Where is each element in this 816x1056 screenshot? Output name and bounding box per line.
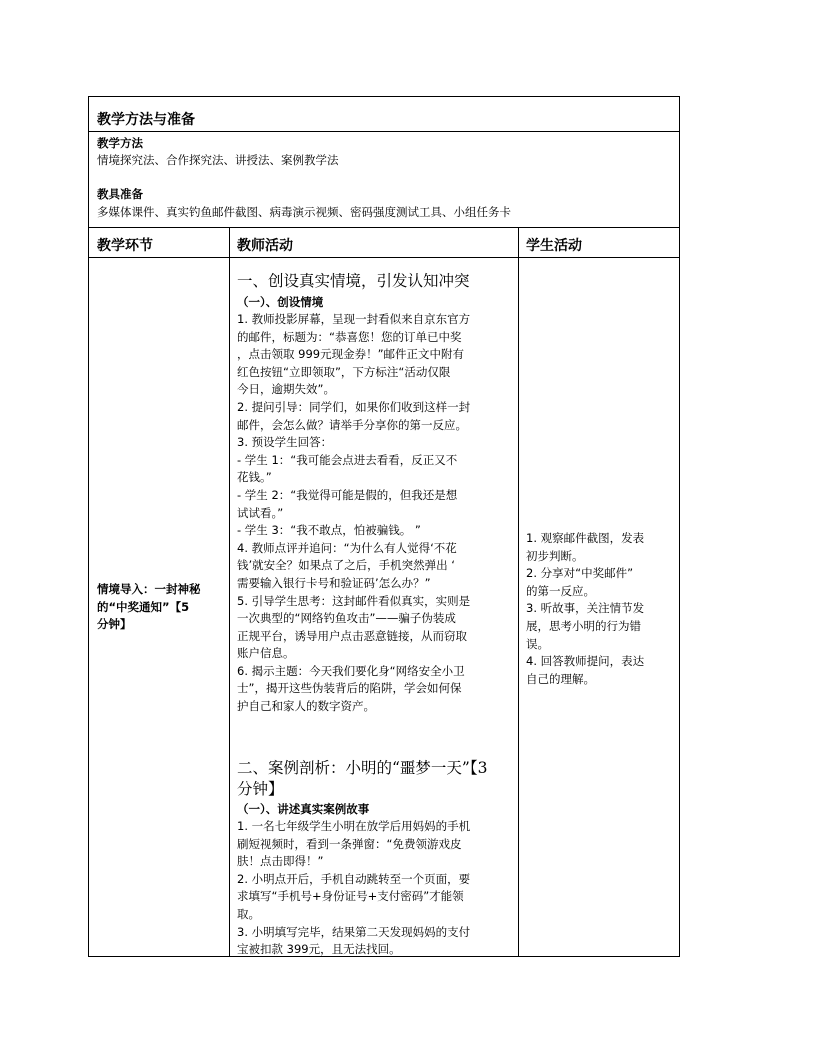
part1-body: 1. 教师投影屏幕，呈现一封看似来自京东官方 的邮件，标题为：“恭喜您！您的订单已中奖 ，点击领取 999元现金券！”邮件正文中附有 红色按钮“立即领取”，下方标注“活动仅限 今日，逾期失效”。 2. 提问引导：同学们，如果你们收到这样一封 邮件，会怎么做？请举手分享你的第一反应。 3. 预设学生回答： - 学生 1：“我可能会点进去看看，反正又不 花钱。” - 学生 2：“我觉得可能是假的，但我还是想 试试看。” - 学生 3：“我不敢点，怕被骗钱。 ” 4. 教师点评并追问：“为什么有人觉得‘不花 钱’就安全？如果点了之后，手机突然弹出 ‘ 需要输入银行卡号和验证码’怎么办？” 5. 引导学生思考：这封邮件看似真实，实则是 一次典型的“网络钓鱼攻击”——骗子伪装成 正规平台，诱导用户点击恶意链接，从而窃取 账户信息。 6. 揭示主题：今天我们要化身“网络安全小卫 士”，揭开这些伪装背后的陷阱，学会如何保 护自己和家人的数字资产。 [237, 312, 471, 714]
header-teacher: 教师活动 [237, 238, 293, 254]
prep-text: 多媒体课件、真实钓鱼邮件截图、病毒演示视频、密码强度测试工具、小组任务卡 [97, 205, 511, 219]
divider [89, 131, 679, 132]
stage-cell: 情境导入：一封神秘 的“中奖通知”【5 分钟】 [97, 582, 201, 631]
divider [89, 257, 679, 258]
part2-body: 1. 一名七年级学生小明在放学后用妈妈的手机 刷短视频时，看到一条弹窗：“免费领游戏皮 肤！点击即得！” 2. 小明点开后，手机自动跳转至一个页面，要 求填写“手机号+身份证号+支付密码”才能领 取。 3. 小明填写完毕，结果第二天发现妈妈的支付 宝被扣款 399元，且无法找回。 [237, 819, 471, 957]
student-cell: 1. 观察邮件截图，发表 初步判断。 2. 分享对“中奖邮件” 的第一反应。 3. 听故事，关注情节发 展，思考小明的行为错 误。 4. 回答教师提问，表达 自己的理解。 [526, 531, 645, 686]
part1-heading: 一、创设真实情境，引发认知冲突 [237, 272, 470, 290]
prep-label: 教具准备 [97, 187, 143, 201]
part1-subheading: （一）、创设情境 [237, 295, 324, 309]
column-divider [518, 227, 519, 956]
part2-subheading: （一）、讲述真实案例故事 [237, 802, 370, 816]
part2-heading: 二、案例剖析：小明的“噩梦一天”【3 分钟】 [237, 759, 488, 798]
lesson-plan-table [88, 96, 680, 957]
header-stage: 教学环节 [97, 238, 153, 254]
header-student: 学生活动 [526, 238, 582, 254]
divider [89, 227, 679, 228]
methods-label: 教学方法 [97, 136, 143, 150]
methods-text: 情境探究法、合作探究法、讲授法、案例教学法 [97, 153, 339, 167]
column-divider [229, 227, 230, 956]
section-title: 教学方法与准备 [97, 112, 195, 128]
